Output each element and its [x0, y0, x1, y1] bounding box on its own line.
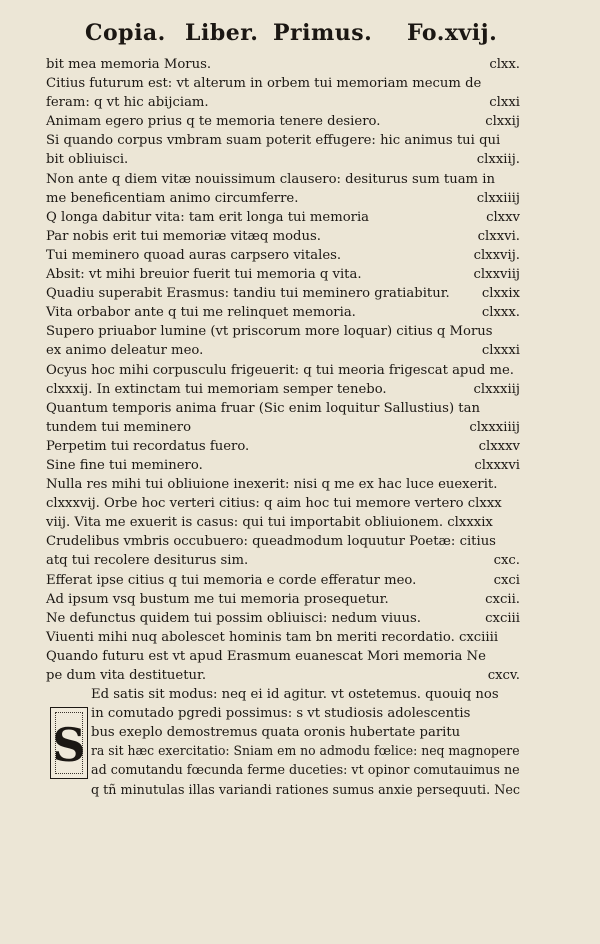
line-text: Si quando corpus vmbram suam poterit effugere: hic animus tui qui: [46, 133, 501, 149]
line-text: Quando futuru est vt apud Erasmum euanescat Mori memoria Ne: [46, 648, 486, 664]
line-text: Ne defunctus quidem tui possim obliuisci: nedum viuus.: [46, 610, 421, 626]
text-line: [46, 74, 520, 93]
line-text: Crudelibus vmbris occubuero: queadmodum loquutur Poetæ: citius: [46, 534, 496, 550]
text-line: [46, 704, 520, 723]
line-number: clxxxi: [481, 343, 520, 359]
line-number: clxxvij.: [473, 247, 520, 263]
line-text: Ocyus hoc mihi corpusculu frigeuerit: q tui meoria frigescat apud me.: [46, 362, 515, 378]
line-text: atq tui recolere desiturus sim.: [46, 553, 249, 569]
text-line: [46, 590, 520, 609]
line-number: clxxxvi: [474, 457, 520, 473]
line-text: bus exeplo demostremus quata oronis hubertate paritu: [91, 725, 461, 741]
line-text: Sine fine tui meminero.: [46, 457, 203, 473]
line-text: Ad ipsum vsq bustum me tui memoria prosequetur.: [46, 591, 389, 607]
text-line: [46, 399, 520, 418]
text-body: [46, 55, 520, 800]
line-number: clxxij: [485, 114, 520, 130]
line-number: cxciii: [485, 610, 520, 626]
header-copia: Copia.: [85, 20, 166, 46]
line-number: clxxxiij: [473, 381, 520, 397]
text-line: [46, 551, 520, 570]
text-line: [46, 513, 520, 532]
text-line: [46, 265, 520, 284]
line-text: Non ante q diem vitæ nouissimum clausero: desiturus sum tuam in: [46, 171, 495, 187]
line-number: clxxxv: [478, 438, 520, 454]
line-text: Quantum temporis anima fruar (Sic enim loquitur Sallustius) tan: [46, 400, 480, 416]
text-line: [46, 418, 520, 437]
line-text: Vita orbabor ante q tui me relinquet memoria.: [46, 305, 356, 321]
line-number: cxcv.: [487, 668, 520, 683]
text-line: [46, 208, 520, 227]
line-text: Quadiu superabit Erasmus: tandiu tui meminero gratiabitur.: [46, 286, 450, 302]
text-line: [46, 742, 520, 761]
text-line: [46, 322, 520, 341]
running-header: [85, 20, 505, 52]
line-number: clxxviij: [473, 267, 520, 283]
line-text: feram: q vt hic abijciam.: [46, 95, 209, 111]
line-text: me beneficentiam animo circumferre.: [46, 190, 299, 206]
line-text: tundem tui meminero: [46, 419, 192, 435]
text-line: [46, 781, 520, 800]
line-text: Citius futurum est: vt alterum in orbem tui memoriam mecum de: [46, 76, 482, 92]
text-line: [46, 532, 520, 551]
text-line: [46, 284, 520, 303]
line-text: q tñ minutulas illas variandi rationes sumus anxie persequuti. Nec: [91, 782, 520, 798]
text-line: [46, 571, 520, 590]
text-line: [46, 170, 520, 189]
text-line: [46, 647, 520, 666]
line-text: Tui meminero quoad auras carpsero vitales.: [46, 247, 342, 263]
line-number: clxxi: [489, 95, 520, 111]
text-line: [46, 112, 520, 131]
line-text: viij. Vita me exuerit is casus: qui tui importabit obliuionem. clxxxix: [46, 515, 493, 531]
line-number: clxx.: [489, 57, 520, 72]
header-primus: Primus.: [273, 20, 373, 46]
line-text: Perpetim tui recordatus fuero.: [46, 438, 250, 454]
text-line: [46, 437, 520, 456]
line-text: bit obliuisci.: [46, 152, 129, 168]
text-line: [46, 246, 520, 265]
text-line: [46, 380, 520, 399]
text-line: [46, 475, 520, 494]
line-number: clxxx.: [481, 305, 520, 321]
text-line: [46, 341, 520, 360]
line-text: in comutado pgredi possimus: s vt studiosis adolescentis: [91, 706, 471, 722]
text-line: [46, 55, 520, 74]
line-text: Par nobis erit tui memoriæ vitæq modus.: [46, 228, 321, 244]
line-number: clxxiij.: [476, 152, 520, 168]
line-text: clxxxvij. Orbe hoc verteri citius: q aim hoc tui memore vertero clxxx: [46, 496, 502, 512]
text-line: [46, 456, 520, 475]
line-number: clxxxiiij: [469, 419, 520, 435]
line-text: ex animo deleatur meo.: [46, 343, 204, 359]
line-text: Ed satis sit modus: neq ei id agitur. vt ostetemus. quouiq nos: [91, 687, 499, 703]
line-number: cxcii.: [485, 591, 520, 607]
line-number: clxxix: [481, 286, 520, 302]
decorated-initial: [50, 707, 88, 779]
line-text: ad comutandu fœcunda ferme duceties: vt opinor comutauimus ne: [91, 763, 520, 779]
text-line: [46, 609, 520, 628]
line-number: cxc.: [493, 553, 520, 569]
header-liber: Liber.: [185, 20, 259, 46]
line-text: Viuenti mihi nuq abolescet hominis tam bn meriti recordatio. cxciiii: [46, 629, 499, 645]
text-line: [46, 761, 520, 780]
text-line: [46, 494, 520, 513]
text-line: [46, 685, 520, 704]
text-line: [46, 150, 520, 169]
text-line: [46, 131, 520, 150]
line-number: clxxv: [486, 209, 520, 225]
text-line: [46, 361, 520, 380]
text-line: [46, 723, 520, 742]
line-text: Efferat ipse citius q tui memoria e corde efferatur meo.: [46, 572, 417, 588]
text-line: [46, 227, 520, 246]
text-line: [46, 666, 520, 685]
line-number: cxci: [493, 572, 520, 588]
line-text: Animam egero prius q te memoria tenere desiero.: [46, 114, 381, 130]
line-text: bit mea memoria Morus.: [46, 57, 212, 72]
line-text: Supero priuabor lumine (vt priscorum more loquar) citius q Morus: [46, 324, 493, 340]
line-text: ra sit hæc exercitatio: Sniam em no admodu fœlice: neq magnopere: [91, 744, 520, 760]
line-text: clxxxij. In extinctam tui memoriam semper tenebo.: [46, 381, 387, 397]
header-folio: Fo.xvij.: [407, 20, 498, 46]
line-text: Nulla res mihi tui obliuione inexerit: nisi q me ex hac luce euexerit.: [46, 477, 498, 493]
line-text: Q longa dabitur vita: tam erit longa tui memoria: [46, 209, 370, 225]
line-text: Absit: vt mihi breuior fuerit tui memoria q vita.: [46, 267, 362, 283]
line-text: pe dum vita destituetur.: [46, 668, 207, 683]
line-number: clxxiiij: [476, 190, 520, 206]
text-line: [46, 189, 520, 208]
text-line: [46, 303, 520, 322]
line-number: clxxvi.: [477, 228, 520, 244]
text-line: [46, 93, 520, 112]
text-line: [46, 628, 520, 647]
initial-letter: S: [52, 718, 86, 772]
